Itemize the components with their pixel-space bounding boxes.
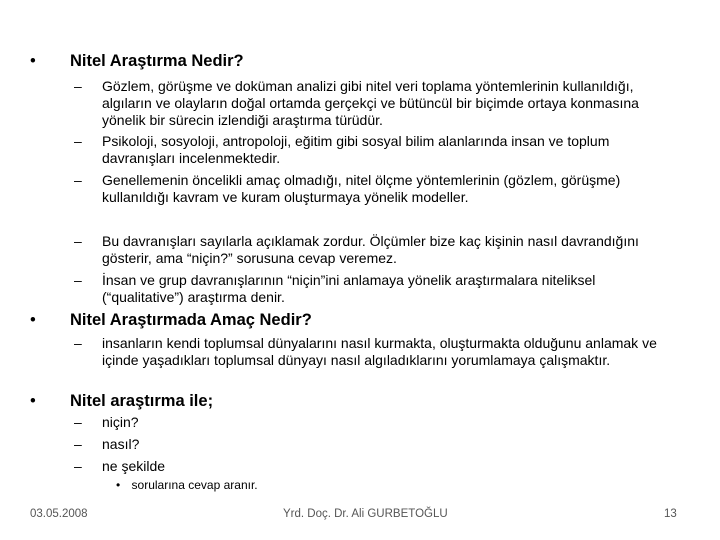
list-item-text: Gözlem, görüşme ve doküman analizi gibi nitel veri toplama yöntemlerinin kullanıldığı, algıların ve olayların doğal ortamda gerçekçi ve bütüncül bir biçimde ortaya konmasına yönelik bir sürecin izlendiği araştırma türüdür. [102, 78, 639, 128]
heading-text: Nitel Araştırma Nedir? [70, 52, 244, 70]
sub-list-item [116, 478, 258, 492]
dash-icon: – [74, 78, 82, 94]
heading-text: Nitel araştırma ile; [70, 392, 214, 410]
footer-date: 03.05.2008 [30, 508, 88, 520]
list-item-text: Genellemenin öncelikli amaç olmadığı, nitel ölçme yöntemlerinin (gözlem, görüşme) kullanıldığı kavram ve kuram oluşturmaya yönelik modeller. [102, 172, 621, 205]
dash-icon: – [74, 272, 82, 288]
list-item [74, 233, 674, 267]
footer-page-number: 13 [664, 508, 677, 520]
list-item [74, 436, 674, 453]
list-item [74, 414, 674, 431]
dash-icon: – [74, 233, 82, 249]
list-item [74, 272, 674, 306]
list-item-text: insanların kendi toplumsal dünyalarını nasıl kurmakta, oluşturmakta olduğunu anlamak ve içinde yaşadıkları toplumsal dünyayı nasıl algıladıklarını yorumlamaya çalışmaktır. [102, 335, 657, 368]
dash-icon: – [74, 436, 82, 452]
dash-icon: – [74, 414, 82, 430]
list-item-text: nasıl? [102, 436, 140, 452]
footer-author: Yrd. Doç. Dr. Ali GURBETOĞLU [283, 508, 448, 520]
list-item [74, 458, 674, 475]
dash-icon: – [74, 172, 82, 188]
list-item-text: ne şekilde [102, 458, 166, 474]
list-item-text: Bu davranışları sayılarla açıklamak zordur. Ölçümler bize kaç kişinin nasıl davrandığını gösterir, ama “niçin?” sorusuna cevap veremez. [102, 233, 639, 266]
heading-text: Nitel Araştırmada Amaç Nedir? [70, 311, 312, 329]
bullet-icon: • [116, 478, 121, 492]
bullet-icon: • [30, 392, 36, 410]
sub-list-item-text: sorularına cevap aranır. [131, 478, 258, 492]
dash-icon: – [74, 133, 82, 149]
list-item-text: İnsan ve grup davranışlarının “niçin”ini anlamaya yönelik araştırmalara niteliksel (“qualitative”) araştırma denir. [102, 272, 596, 305]
list-item-text: niçin? [102, 414, 139, 430]
list-item-text: Psikoloji, sosyoloji, antropoloji, eğitim gibi sosyal bilim alanlarında insan ve toplum davranışları incelenmektedir. [102, 133, 610, 166]
list-item [74, 78, 674, 129]
list-item [74, 172, 674, 206]
list-item [74, 133, 674, 167]
dash-icon: – [74, 335, 82, 351]
dash-icon: – [74, 458, 82, 474]
list-item [74, 335, 674, 369]
bullet-icon: • [30, 311, 36, 329]
bullet-icon: • [30, 52, 36, 70]
